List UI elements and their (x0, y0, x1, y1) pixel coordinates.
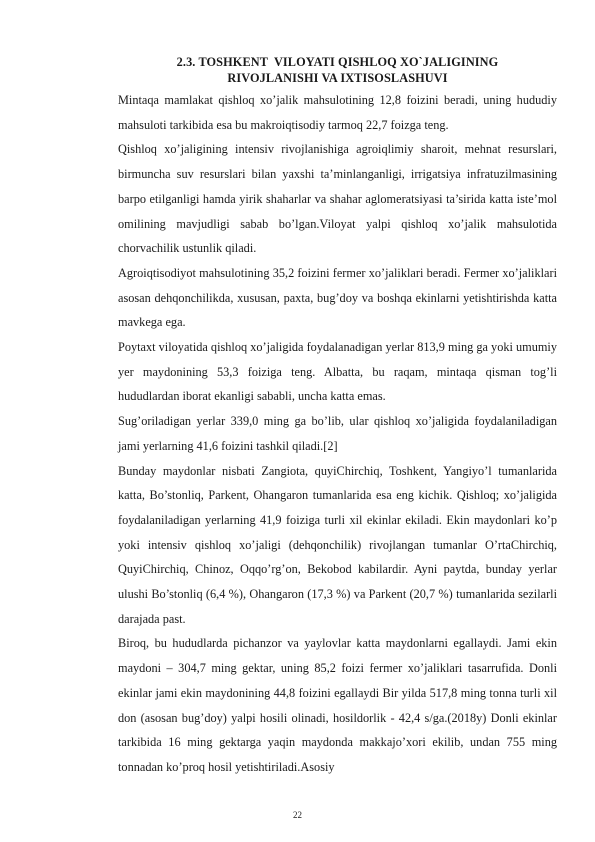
paragraph-5: Sug’oriladigan yerlar 339,0 ming ga bo’lib, ular qishloq xo’jaligida foydalaniladigan jami yerlarning 41,6 foizini tashkil qiladi.[2] (118, 414, 557, 453)
section-heading (118, 54, 557, 86)
paragraph-1: Mintaqa mamlakat qishloq xo’jalik mahsulotining 12,8 foizini beradi, uning hududiy mahsuloti tarkibida esa bu makroiqtisodiy tarmoq 22,7 foizga teng. (118, 93, 557, 132)
paragraph-7: Biroq, bu hududlarda pichanzor va yaylovlar katta maydonlarni egallaydi. Jami ekin maydoni – 304,7 ming gektar, uning 85,2 foizi fermer xo’jaliklari tasarrufida. Donli ekinlar jami ekin maydonining 44,8 foizini egallaydi Bir yilda 517,8 ming tonna turli xil don (asosan bug’doy) yalpi hosili olinadi, hosildorlik - 42,4 s/ga.(2018y) Donli ekinlar tarkibida 16 ming gektarga yaqin maydonda makkajo’xori ekilib, undan 755 ming tonnadan ko’proq hosil yetishtiriladi.Asosiy (118, 636, 557, 774)
paragraph-6: Bunday maydonlar nisbati Zangiota, quyiChirchiq, Toshkent, Yangiyo’l tumanlarida katta, Bo’stonliq, Parkent, Ohangaron tumanlarida esa eng kichik. Qishloq; xo’jaligida foydalaniladigan yerlarning 41,9 foiziga turli xil ekinlar ekiladi. Ekin maydonlari ko’p yoki intensiv qishloq xo’jaligi (dehqonchilik) rivojlangan tumanlar O’rtaChirchiq, QuyiChirchiq, Chinoz, Oqqo’rg’on, Bekobod kabilardir. Ayni paytda, bunday yerlar ulushi Bo’stonliq (6,4 %), Ohangaron (17,3 %) va Parkent (20,7 %) tumanlarida sezilarli darajada past. (118, 463, 557, 626)
paragraph-3: Agroiqtisodiyot mahsulotining 35,2 foizini fermer xo’jaliklari beradi. Fermer xo’jaliklari asosan dehqonchilikda, xususan, paxta, bug’doy va boshqa ekinlarni yetishtirishda katta mavkega ega. (118, 265, 557, 330)
document-page (118, 54, 557, 780)
page-number: 22 (293, 810, 302, 820)
section-heading-line-2: RIVOJLANISHI VA IXTISOSLASHUVI (227, 71, 448, 85)
paragraph-2: Qishloq xo’jaligining intensiv rivojlanishiga agroiqlimiy sharoit, mehnat resurslari, birmuncha suv resurslari bilan yaxshi ta’minlanganligi, irrigatsiya infratuzilmasining barpo etilganligi hamda yirik shaharlar va shahar aglomeratsiyasi ta’sirida katta iste’mol omilining mavjudligi sabab bo’lgan.Viloyat yalpi qishloq xo’jalik mahsulotida chorvachilik ustunlik qiladi. (118, 142, 557, 256)
paragraph-4: Poytaxt viloyatida qishloq xo’jaligida foydalanadigan yerlar 813,9 ming ga yoki umumiy yer maydonining 53,3 foiziga teng. Albatta, bu raqam, mintaqa qisman tog’li hududlardan iborat ekanligi sababli, uncha katta emas. (118, 340, 557, 404)
section-heading-line-1: 2.3. TOSHKENT VILOYATI QISHLOQ XO`JALIGINING (176, 55, 499, 69)
